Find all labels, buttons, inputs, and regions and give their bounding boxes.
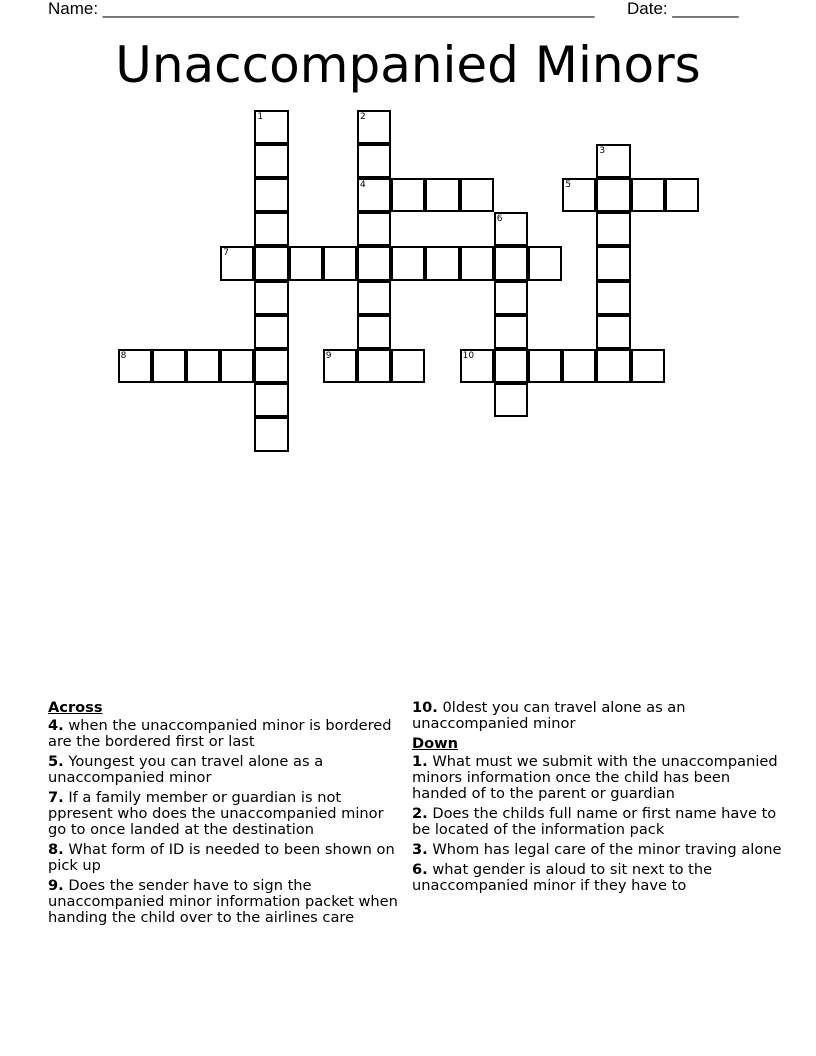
cell-number: 8 — [120, 351, 127, 361]
crossword-cell[interactable] — [631, 178, 665, 212]
crossword-cell[interactable] — [254, 349, 288, 383]
crossword-cell[interactable] — [254, 315, 288, 349]
crossword-cell[interactable] — [596, 349, 630, 383]
crossword-cell[interactable] — [254, 144, 288, 178]
cell-number: 7 — [223, 248, 229, 259]
crossword-cell[interactable] — [596, 246, 630, 280]
crossword-grid — [0, 0, 816, 470]
clue-text: What must we submit with the unaccompanied minors information once the child has been handed of to the parent or guardian — [412, 753, 778, 802]
across-clue — [48, 754, 404, 786]
clue-number: 6. — [412, 861, 428, 878]
crossword-cell[interactable] — [357, 246, 391, 280]
crossword-cell[interactable] — [562, 178, 596, 212]
crossword-cell[interactable] — [391, 178, 425, 212]
crossword-cell[interactable] — [460, 349, 494, 383]
crossword-cell[interactable] — [494, 281, 528, 315]
name-field-label: Name: ____________________________________________________ — [48, 0, 595, 18]
crossword-cell[interactable] — [357, 110, 391, 144]
crossword-cell[interactable] — [254, 417, 288, 451]
crossword-cell[interactable] — [460, 178, 494, 212]
clue-text: what gender is aloud to sit next to the unaccompanied minor if they have to — [412, 861, 713, 894]
clue-number: 2. — [412, 805, 428, 822]
cell-number: 3 — [599, 145, 606, 156]
cell-number: 6 — [496, 214, 503, 225]
clue-number: 3. — [412, 841, 428, 858]
crossword-cell[interactable] — [631, 349, 665, 383]
crossword-cell[interactable] — [323, 349, 357, 383]
crossword-cell[interactable] — [186, 349, 220, 383]
down-clue — [412, 842, 782, 858]
crossword-cell[interactable] — [254, 178, 288, 212]
crossword-cell[interactable] — [425, 178, 459, 212]
crossword-cell[interactable] — [596, 144, 630, 178]
crossword-cell[interactable] — [391, 349, 425, 383]
clue-number: 4. — [48, 717, 64, 734]
crossword-cell[interactable] — [254, 281, 288, 315]
crossword-cell[interactable] — [357, 315, 391, 349]
clue-number: 1. — [412, 753, 428, 770]
across-clue — [412, 700, 782, 732]
crossword-cell[interactable] — [254, 110, 288, 144]
crossword-cell[interactable] — [460, 246, 494, 280]
clue-text: What form of ID is needed to been shown on pick up — [48, 841, 395, 874]
cell-number: 9 — [325, 351, 332, 361]
clue-text: Whom has legal care of the minor traving alone — [432, 841, 782, 858]
across-clue — [48, 790, 404, 838]
clue-number: 9. — [48, 877, 64, 894]
crossword-cell[interactable] — [357, 281, 391, 315]
across-clue — [48, 878, 404, 926]
crossword-cell[interactable] — [494, 315, 528, 349]
crossword-cell[interactable] — [254, 246, 288, 280]
cell-number: 10 — [462, 351, 475, 361]
clue-number: 5. — [48, 753, 64, 770]
clue-text: when the unaccompanied minor is bordered are the bordered first or last — [48, 717, 392, 750]
cell-number: 2 — [360, 111, 366, 122]
crossword-cell[interactable] — [254, 212, 288, 246]
clue-number: 8. — [48, 841, 64, 858]
clue-text: 0ldest you can travel alone as an unaccompanied minor — [412, 699, 686, 732]
date-field-label: Date: _______ — [627, 0, 739, 18]
crossword-cell[interactable] — [596, 212, 630, 246]
crossword-cell[interactable] — [357, 144, 391, 178]
crossword-cell[interactable] — [220, 246, 254, 280]
crossword-cell[interactable] — [596, 178, 630, 212]
clue-number: 10. — [412, 699, 438, 716]
crossword-cell[interactable] — [220, 349, 254, 383]
cell-number: 1 — [257, 111, 264, 122]
cell-number: 4 — [360, 180, 366, 190]
clue-text: Does the sender have to sign the unaccompanied minor information packet when handing the child over to the airlines care — [48, 877, 398, 926]
down-clue — [412, 754, 782, 802]
crossword-cell[interactable] — [391, 246, 425, 280]
crossword-cell[interactable] — [665, 178, 699, 212]
cell-number: 5 — [565, 180, 571, 190]
crossword-cell[interactable] — [357, 349, 391, 383]
across-heading: Across — [48, 699, 103, 716]
down-clue — [412, 806, 782, 838]
crossword-cell[interactable] — [494, 349, 528, 383]
crossword-cell[interactable] — [494, 246, 528, 280]
clue-text: If a family member or guardian is not ppresent who does the unaccompanied minor go to once landed at the destination — [48, 789, 384, 838]
crossword-cell[interactable] — [528, 349, 562, 383]
crossword-cell[interactable] — [118, 349, 152, 383]
clue-text: Youngest you can travel alone as a unaccompanied minor — [48, 753, 324, 786]
crossword-cell[interactable] — [494, 212, 528, 246]
down-clue — [412, 862, 782, 894]
clues-left-column — [48, 700, 404, 930]
crossword-cell[interactable] — [152, 349, 186, 383]
crossword-cell[interactable] — [425, 246, 459, 280]
page-title: Unaccompanied Minors — [115, 36, 701, 94]
clue-text: Does the childs full name or first name have to be located of the information pack — [412, 805, 777, 838]
clue-number: 7. — [48, 789, 64, 806]
crossword-cell[interactable] — [323, 246, 357, 280]
crossword-cell[interactable] — [254, 383, 288, 417]
crossword-cell[interactable] — [596, 281, 630, 315]
across-clue — [48, 842, 404, 874]
clues-right-column — [412, 700, 782, 898]
crossword-cell[interactable] — [562, 349, 596, 383]
crossword-cell[interactable] — [289, 246, 323, 280]
across-clue — [48, 718, 404, 750]
down-heading: Down — [412, 735, 459, 752]
crossword-cell[interactable] — [528, 246, 562, 280]
crossword-cell[interactable] — [357, 178, 391, 212]
crossword-cell[interactable] — [494, 383, 528, 417]
crossword-cell[interactable] — [357, 212, 391, 246]
crossword-cell[interactable] — [596, 315, 630, 349]
